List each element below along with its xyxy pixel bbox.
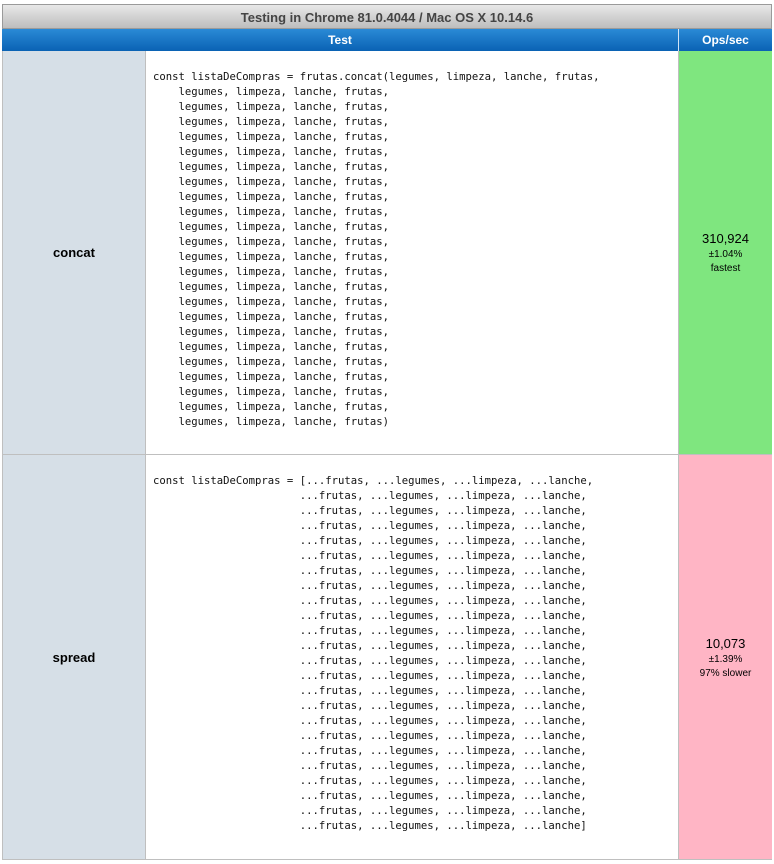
ops-margin: ±1.39% xyxy=(708,653,743,665)
ops-result-slower xyxy=(679,455,772,859)
benchmark-results-table xyxy=(2,4,772,860)
table-header xyxy=(2,29,772,51)
header-ops-sec: Ops/sec xyxy=(702,33,749,47)
ops-rank: 97% slower xyxy=(699,667,752,679)
test-name: concat xyxy=(2,51,146,454)
ops-result-fastest xyxy=(679,51,772,454)
header-test: Test xyxy=(2,29,679,51)
ops-margin: ±1.04% xyxy=(708,249,743,260)
code-block: const listaDeCompras = frutas.concat(legumes, limpeza, lanche, frutas, legumes, limpeza, lanche, frutas, legumes, limpeza, lanche, frutas, legumes, limpeza, lanche, frutas, legumes, limpeza, lanche, frutas, legumes, limpeza, lanche, frutas, legumes, limpeza, lanche, frutas, legumes, limpeza, lanche, frutas, legumes, limpeza, lanche, frutas, legumes, limpeza, lanche, frutas, legumes, limpeza, lanche, frutas, legumes, limpeza, lanche, frutas, legumes, limpeza, lanche, frutas, legumes, limpeza, lanche, frutas, legumes, limpeza, lanche, frutas, legumes, limpeza, lanche, frutas, legumes, limpeza, lanche, frutas, legumes, limpeza, lanche, frutas, legumes, limpeza, lanche, frutas, legumes, limpeza, lanche, frutas, legumes, limpeza, lanche, frutas, legumes, limpeza, lanche, frutas, legumes, limpeza, lanche, frutas, legumes, limpeza, lanche, frutas) xyxy=(153,71,600,428)
ops-value: 10,073 xyxy=(705,635,746,651)
test-row-spread xyxy=(2,455,772,860)
code-block: const listaDeCompras = [...frutas, ...legumes, ...limpeza, ...lanche, ...frutas, ...legumes, ...limpeza, ...lanche, ...frutas, ...legumes, ...limpeza, ...lanche, ...frutas, ...legumes, ...limpeza, ...lanche, ...frutas, ...legumes, ...limpeza, ...lanche, ...frutas, ...legumes, ...limpeza, ...lanche, ...frutas, ...legumes, ...limpeza, ...lanche, ...frutas, ...legumes, ...limpeza, ...lanche, ...frutas, ...legumes, ...limpeza, ...lanche, ...frutas, ...legumes, ...limpeza, ...lanche, ...frutas, ...legumes, ...limpeza, ...lanche, ...frutas, ...legumes, ...limpeza, ...lanche, ...frutas, ...legumes, ...limpeza, ...lanche, ...frutas, ...legumes, ...limpeza, ...lanche, ...frutas, ...legumes, ...limpeza, ...lanche, ...frutas, ...legumes, ...limpeza, ...lanche, ...frutas, ...legumes, ...limpeza, ...lanche, ...frutas, ...legumes, ...limpeza, ...lanche, ...frutas, ...legumes, ...limpeza, ...lanche, ...frutas, ...legumes, ...limpeza, ...lanche, ...frutas, ...legumes, ...limpeza, ...lanche, ...frutas, ...legumes, ...limpeza, ...lanche, ...frutas, ...legumes, ...limpeza, ...lanche, ...frutas, ...legumes, ...limpeza, ...lanche] xyxy=(153,475,594,832)
test-name: spread xyxy=(2,455,146,859)
test-code xyxy=(146,51,679,454)
ops-rank: fastest xyxy=(710,263,741,274)
ops-value: 310,924 xyxy=(702,231,749,246)
test-code xyxy=(146,455,679,859)
browser-caption: Testing in Chrome 81.0.4044 / Mac OS X 10.14.6 xyxy=(2,4,772,29)
test-row-concat xyxy=(2,51,772,455)
